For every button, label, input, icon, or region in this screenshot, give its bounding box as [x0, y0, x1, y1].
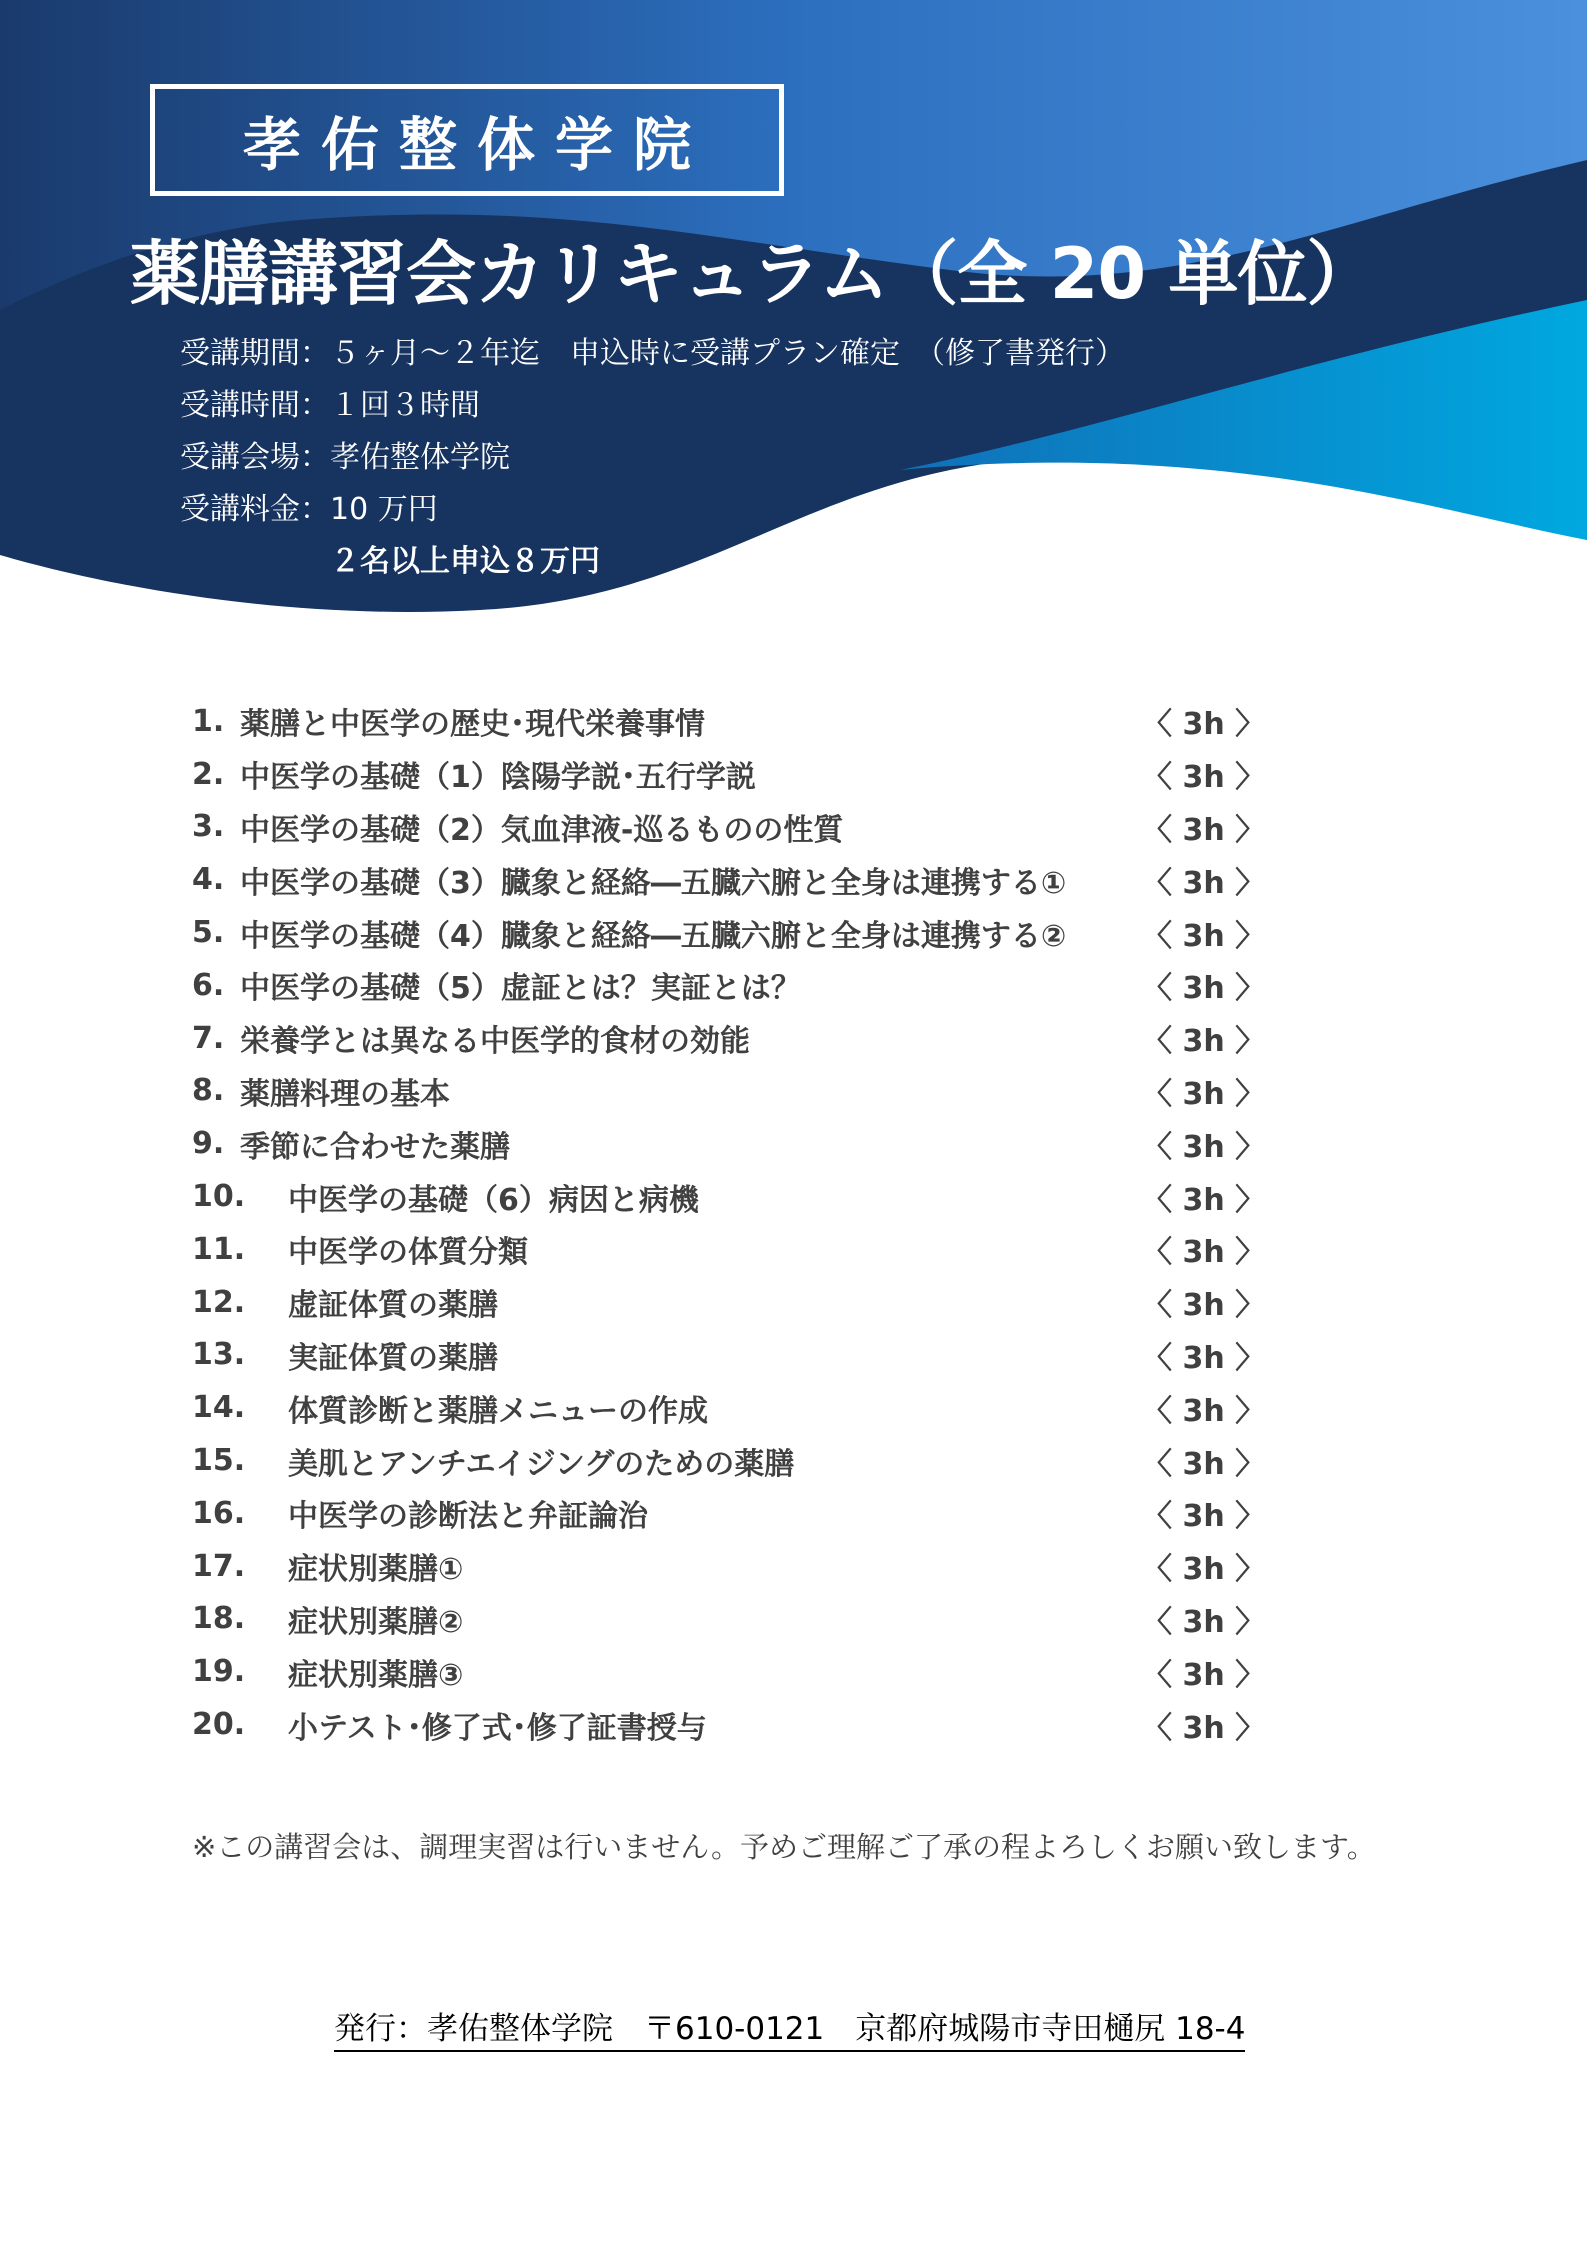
curriculum-item: [192, 1593, 1266, 1646]
curriculum-item: [192, 1698, 1266, 1751]
page-title: 薬膳講習会カリキュラム（全 20 単位）: [130, 233, 1376, 315]
item-hours: 〈 3h 〉: [1142, 918, 1266, 954]
item-title: 栄養学とは異なる中医学的食材の効能: [240, 1024, 750, 1060]
curriculum-item: [192, 1645, 1266, 1698]
curriculum-item: [192, 1381, 1266, 1434]
curriculum-item: [192, 906, 1266, 959]
item-hours: 〈 3h 〉: [1142, 760, 1266, 796]
curriculum-item: [192, 1117, 1266, 1170]
item-hours: 〈 3h 〉: [1142, 1657, 1266, 1693]
curriculum-item: [192, 853, 1266, 906]
curriculum-item: [192, 959, 1266, 1012]
item-hours: 〈 3h 〉: [1142, 707, 1266, 743]
item-title: 中医学の基礎（1）陰陽学説･五行学説: [240, 760, 756, 796]
item-hours: 〈 3h 〉: [1142, 1235, 1266, 1271]
curriculum-item: [192, 1540, 1266, 1593]
item-title: 美肌とアンチエイジングのための薬膳: [288, 1446, 795, 1482]
item-number: 10.: [192, 1179, 246, 1215]
curriculum-list: [192, 695, 1266, 1751]
curriculum-item: [192, 695, 1266, 748]
item-title: 症状別薬膳③: [288, 1657, 464, 1693]
item-title: 実証体質の薬膳: [288, 1340, 498, 1376]
item-title: 中医学の基礎（5）虚証とは？実証とは？: [240, 971, 801, 1007]
item-hours: 〈 3h 〉: [1142, 1182, 1266, 1218]
item-number: 6.: [192, 967, 225, 1003]
item-number: 16.: [192, 1495, 246, 1531]
school-name: 孝佑整体学院: [242, 111, 711, 179]
item-number: 2.: [192, 756, 225, 792]
item-number: 4.: [192, 862, 225, 898]
item-number: 7.: [192, 1020, 225, 1056]
item-title: 症状別薬膳②: [288, 1604, 464, 1640]
item-hours: 〈 3h 〉: [1142, 1446, 1266, 1482]
curriculum-item: [192, 1487, 1266, 1540]
info-fee: 受講料金：10 万円: [180, 492, 438, 527]
item-title: 中医学の基礎（4）臓象と経絡―五臓六腑と全身は連携する②: [240, 918, 1067, 954]
item-hours: 〈 3h 〉: [1142, 971, 1266, 1007]
item-title: 季節に合わせた薬膳: [240, 1129, 510, 1165]
item-hours: 〈 3h 〉: [1142, 1393, 1266, 1429]
item-hours: 〈 3h 〉: [1142, 1024, 1266, 1060]
note-text: ※この講習会は、調理実習は行いません。予めご理解ご了承の程よろしくお願い致します。: [192, 1830, 1376, 1864]
item-number: 5.: [192, 915, 225, 951]
item-hours: 〈 3h 〉: [1142, 1499, 1266, 1535]
item-number: 1.: [192, 703, 225, 739]
curriculum-item: [192, 1170, 1266, 1223]
curriculum-item: [192, 1012, 1266, 1065]
item-hours: 〈 3h 〉: [1142, 1604, 1266, 1640]
item-hours: 〈 3h 〉: [1142, 1076, 1266, 1112]
info-discount: ２名以上申込８万円: [330, 544, 600, 579]
item-number: 13.: [192, 1337, 246, 1373]
item-title: 薬膳料理の基本: [240, 1076, 450, 1112]
item-title: 体質診断と薬膳メニューの作成: [288, 1393, 708, 1429]
item-hours: 〈 3h 〉: [1142, 1288, 1266, 1324]
item-title: 虚証体質の薬膳: [288, 1288, 498, 1324]
item-hours: 〈 3h 〉: [1142, 1340, 1266, 1376]
curriculum-item: [192, 801, 1266, 854]
item-number: 14.: [192, 1390, 246, 1426]
item-title: 中医学の体質分類: [288, 1235, 528, 1271]
item-number: 19.: [192, 1654, 246, 1690]
item-title: 小テスト･修了式･修了証書授与: [288, 1710, 707, 1746]
item-hours: 〈 3h 〉: [1142, 865, 1266, 901]
item-title: 中医学の基礎（3）臓象と経絡―五臓六腑と全身は連携する①: [240, 865, 1067, 901]
item-title: 薬膳と中医学の歴史･現代栄養事情: [240, 707, 705, 743]
item-title: 中医学の診断法と弁証論治: [288, 1499, 648, 1535]
item-title: 症状別薬膳①: [288, 1552, 464, 1588]
item-number: 8.: [192, 1073, 225, 1109]
info-period: 受講期間：５ヶ月～２年迄 申込時に受講プラン確定 （修了書発行）: [180, 336, 1125, 371]
item-number: 20.: [192, 1707, 246, 1743]
curriculum-item: [192, 1065, 1266, 1118]
item-number: 9.: [192, 1126, 225, 1162]
item-number: 3.: [192, 809, 225, 845]
item-number: 18.: [192, 1601, 246, 1637]
item-number: 12.: [192, 1284, 246, 1320]
school-name-box: [150, 84, 784, 196]
curriculum-item: [192, 1434, 1266, 1487]
item-number: 11.: [192, 1231, 246, 1267]
curriculum-item: [192, 1276, 1266, 1329]
item-title: 中医学の基礎（6）病因と病機: [288, 1182, 699, 1218]
curriculum-item: [192, 1223, 1266, 1276]
info-time: 受講時間：１回３時間: [180, 388, 480, 423]
item-number: 17.: [192, 1548, 246, 1584]
info-venue: 受講会場：孝佑整体学院: [180, 440, 510, 475]
item-title: 中医学の基礎（2）気血津液-巡るものの性質: [240, 812, 844, 848]
item-hours: 〈 3h 〉: [1142, 1710, 1266, 1746]
curriculum-item: [192, 1329, 1266, 1382]
item-hours: 〈 3h 〉: [1142, 812, 1266, 848]
item-number: 15.: [192, 1443, 246, 1479]
item-hours: 〈 3h 〉: [1142, 1129, 1266, 1165]
item-hours: 〈 3h 〉: [1142, 1552, 1266, 1588]
curriculum-item: [192, 748, 1266, 801]
publisher-footer: 発行：孝佑整体学院 〒610-0121 京都府城陽市寺田樋尻 18-4: [334, 2003, 1245, 2052]
